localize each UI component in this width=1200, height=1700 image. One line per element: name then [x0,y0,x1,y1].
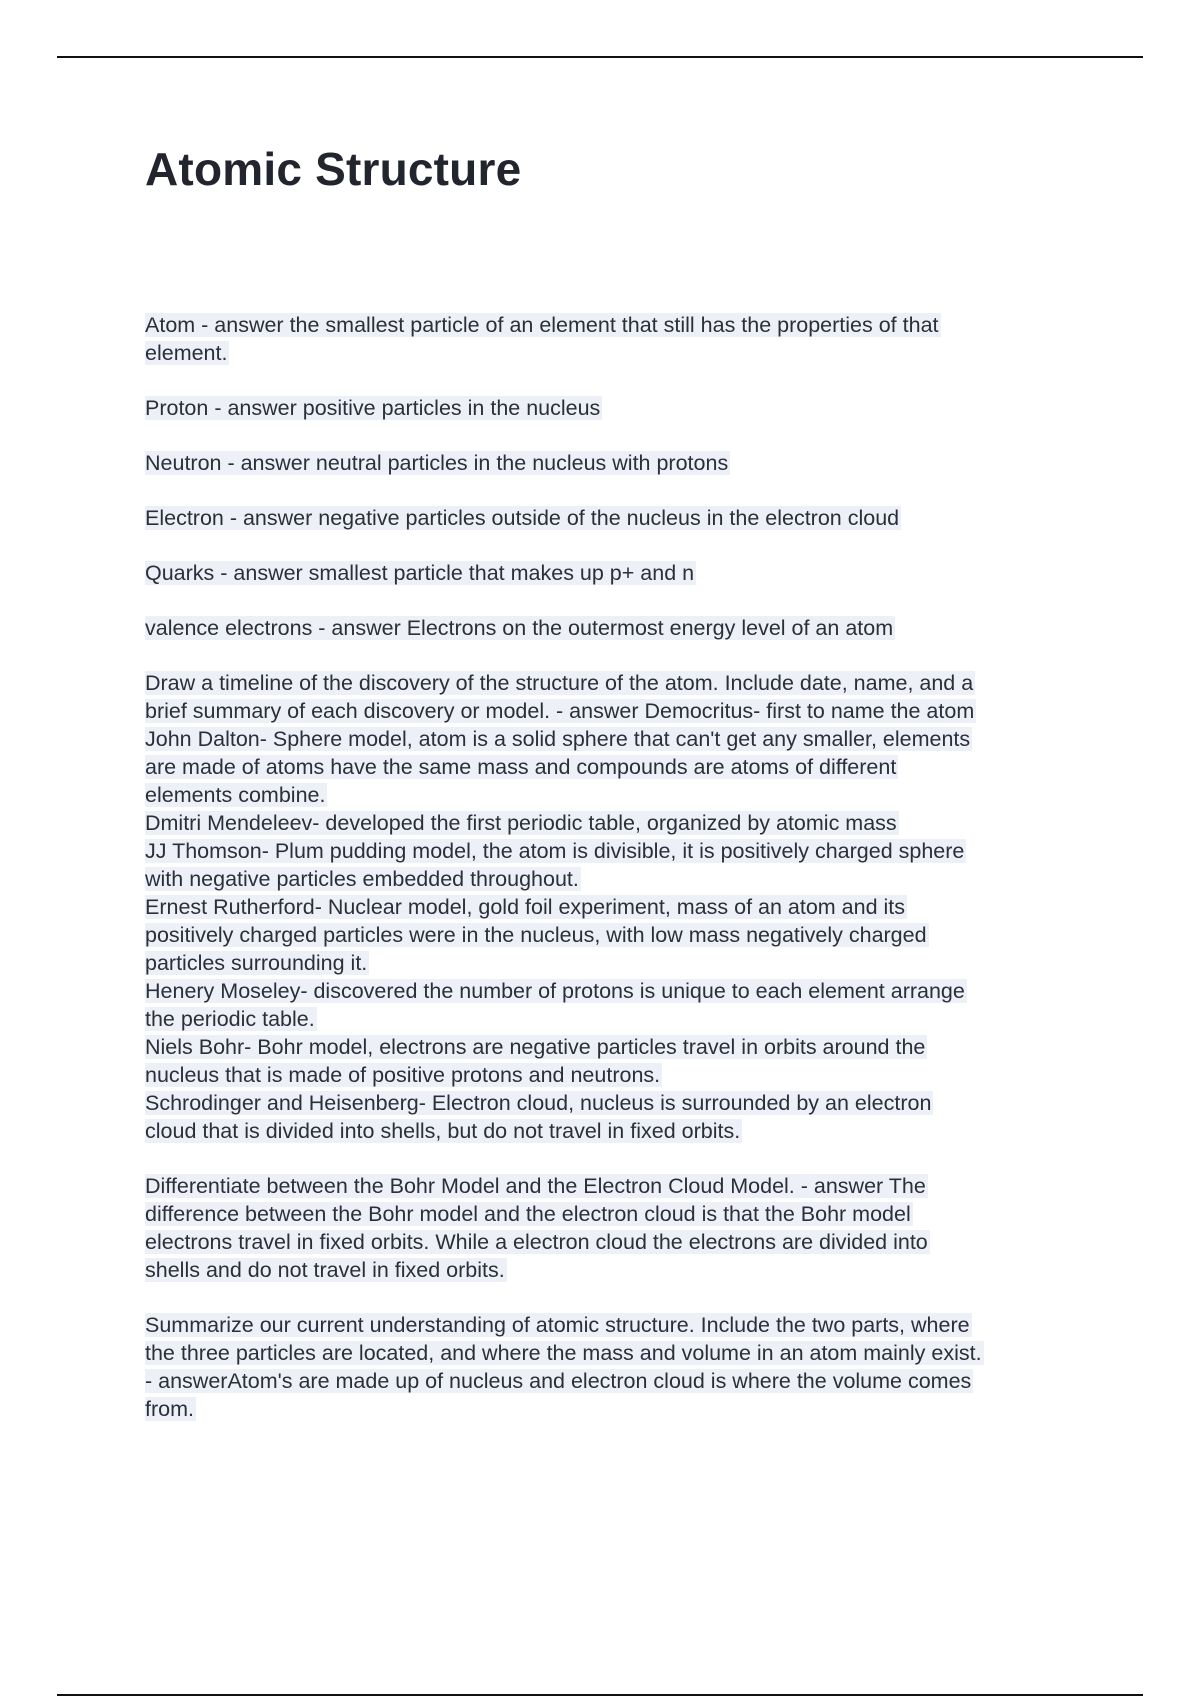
text-line: Henery Moseley- discovered the number of protons is unique to each element arrange [145,979,965,1003]
text-line: JJ Thomson- Plum pudding model, the atom is divisible, it is positively charged sphere [145,839,965,863]
text-line: Atom - answer the smallest particle of an element that still has the properties of that [145,313,939,337]
qa-item-atom [145,311,1095,367]
text-line: Differentiate between the Bohr Model and the Electron Cloud Model. - answer The [145,1174,926,1198]
text-line: element. [145,341,228,365]
qa-item-electron [145,504,1095,532]
qa-item-valence-electrons [145,614,1095,642]
text-line: difference between the Bohr model and the electron cloud is that the Bohr model [145,1202,911,1226]
qa-item-quarks [145,559,1095,587]
text-line: shells and do not travel in fixed orbits. [145,1258,505,1282]
qa-item-timeline [145,669,1095,1145]
text-line: Dmitri Mendeleev- developed the first periodic table, organized by atomic mass [145,811,897,835]
text-line: the periodic table. [145,1007,315,1031]
page-title: Atomic Structure [145,143,522,195]
text-line: electrons travel in fixed orbits. While a electron cloud the electrons are divided into [145,1230,928,1254]
text-line: cloud that is divided into shells, but do not travel in fixed orbits. [145,1119,741,1143]
text-line: Niels Bohr- Bohr model, electrons are negative particles travel in orbits around the [145,1035,926,1059]
qa-item-proton [145,394,1095,422]
text-line: John Dalton- Sphere model, atom is a solid sphere that can't get any smaller, elements [145,727,971,751]
text-line: are made of atoms have the same mass and compounds are atoms of different [145,755,897,779]
text-line: with negative particles embedded throughout. [145,867,579,891]
text-line: the three particles are located, and where the mass and volume in an atom mainly exist. [145,1341,982,1365]
text-line: from. [145,1397,194,1421]
text-line: Ernest Rutherford- Nuclear model, gold foil experiment, mass of an atom and its [145,895,906,919]
text-line: nucleus that is made of positive protons and neutrons. [145,1063,661,1087]
bottom-divider [57,1694,1143,1696]
top-divider [57,56,1143,58]
qa-item-summary [145,1311,1095,1423]
text-line: particles surrounding it. [145,951,368,975]
text-line: Neutron - answer neutral particles in the nucleus with protons [145,451,729,475]
text-line: brief summary of each discovery or model. - answer Democritus- first to name the atom [145,699,975,723]
text-line: Schrodinger and Heisenberg- Electron cloud, nucleus is surrounded by an electron [145,1091,932,1115]
qa-item-bohr-vs-cloud [145,1172,1095,1284]
text-line: Draw a timeline of the discovery of the structure of the atom. Include date, name, and a [145,671,974,695]
text-line: Quarks - answer smallest particle that makes up p+ and n [145,561,695,585]
document-body [145,311,1095,1450]
text-line: - answerAtom's are made up of nucleus and electron cloud is where the volume comes [145,1369,972,1393]
text-line: positively charged particles were in the nucleus, with low mass negatively charged [145,923,927,947]
qa-item-neutron [145,449,1095,477]
text-line: elements combine. [145,783,326,807]
text-line: valence electrons - answer Electrons on the outermost energy level of an atom [145,616,894,640]
text-line: Electron - answer negative particles outside of the nucleus in the electron cloud [145,506,900,530]
text-line: Summarize our current understanding of atomic structure. Include the two parts, where [145,1313,970,1337]
text-line: Proton - answer positive particles in the nucleus [145,396,601,420]
